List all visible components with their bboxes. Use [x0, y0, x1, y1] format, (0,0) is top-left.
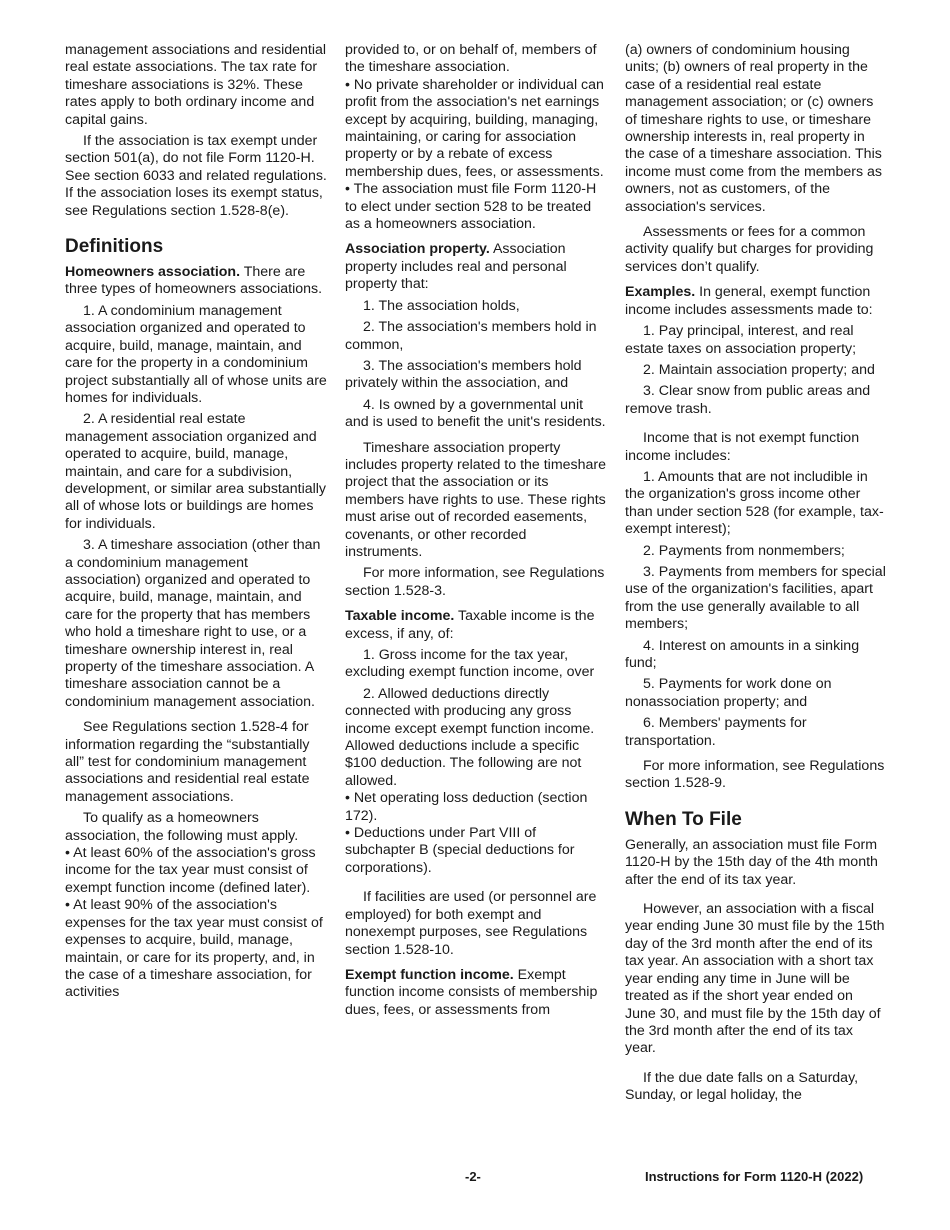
list-item: 1. Gross income for the tax year, excluding exempt function income, over	[345, 647, 595, 681]
paragraph-taxable-income	[345, 608, 607, 643]
column-1	[65, 42, 327, 1002]
paragraph-text: Association property includes real and personal property that:	[345, 241, 567, 293]
paragraph: For more information, see Regulations section 1.528-3.	[345, 565, 605, 599]
list-item: 3. The association's members hold privately within the association, and	[345, 357, 582, 392]
list-item: 2. Maintain association property; and	[643, 361, 875, 378]
bullet-item	[345, 790, 607, 825]
run-in-heading: Examples.	[625, 284, 696, 301]
bullet-icon: •	[345, 825, 350, 842]
paragraph: provided to, or on behalf of, members of the timeshare association.	[345, 42, 597, 76]
paragraph-text: In general, exempt function income includes assessments made to:	[625, 284, 873, 318]
list-item: 1. Amounts that are not includible in the organization's gross income other than under section 528 (for example, tax-exempt interest);	[625, 468, 884, 538]
paragraph: See Regulations section 1.528-4 for information regarding the “substantially all” test for condominium management associations and residential real estate management associations.	[65, 719, 310, 805]
paragraph: Timeshare association property includes property related to the timeshare project that the association or its members have rights to use. These rights must arise out of recorded easements, covenants, or other recorded instruments.	[345, 439, 607, 560]
bullet-item	[345, 77, 607, 181]
bullet-icon: •	[345, 76, 350, 93]
run-in-heading: Association property.	[345, 241, 490, 258]
list-item: 1. Pay principal, interest, and real estate taxes on association property;	[625, 323, 857, 357]
list-item: 5. Payments for work done on nonassociation property; and	[625, 676, 832, 710]
paragraph: If the association is tax exempt under section 501(a), do not file Form 1120-H. See section 6033 and related regulations. If the association loses its exempt status, see Regulations section 1.528-8(e).	[65, 133, 327, 219]
page-number: -2-	[465, 1169, 481, 1184]
paragraph-exempt-function-income	[345, 967, 607, 1019]
list-item: 6. Members' payments for transportation.	[625, 715, 807, 749]
list-item: 3. A timeshare association (other than a condominium management association) organized and operated to acquire, build, manage, maintain, and care for the property that has members who hold a timeshare right to use, or a timeshare ownership interest in, real property of the timeshare association. A timeshare association cannot be a condominium management association.	[65, 537, 321, 710]
run-in-heading: Taxable income.	[345, 608, 455, 625]
paragraph: To qualify as a homeowners association, the following must apply.	[65, 810, 299, 844]
bullet-icon: •	[65, 897, 70, 914]
paragraph-text: Exempt function income consists of membership dues, fees, or assessments from	[345, 966, 598, 1018]
paragraph-association-property	[345, 241, 607, 293]
list-item: 4. Is owned by a governmental unit and is used to benefit the unit's residents.	[345, 396, 606, 431]
bullet-text: Net operating loss deduction (section 172).	[345, 790, 588, 824]
run-in-heading: Homeowners association.	[65, 264, 241, 281]
paragraph: If the due date falls on a Saturday, Sunday, or legal holiday, the	[625, 1069, 859, 1104]
paragraph-examples	[625, 284, 887, 319]
column-2	[345, 42, 607, 1019]
bullet-text: No private shareholder or individual can profit from the association's net earnings except by acquiring, building, managing, maintaining, or caring for association property or by a rebate of excess membership dues, fees, or assessments.	[345, 76, 604, 180]
paragraph-text: There are three types of homeowners associations.	[65, 264, 323, 298]
paragraph-text: Taxable income is the excess, if any, of:	[345, 608, 595, 642]
paragraph-homeowners-association	[65, 264, 327, 299]
section-heading-definitions: Definitions	[65, 236, 164, 258]
bullet-icon: •	[65, 845, 70, 862]
list-item: 2. The association's members hold in common,	[345, 319, 597, 353]
list-item: 1. A condominium management association organized and operated to acquire, build, manage, maintain, and care for the property in a condominium project substantially all of whose units are homes for individuals.	[65, 302, 327, 406]
paragraph: Income that is not exempt function income includes:	[625, 430, 860, 464]
list-item: 2. A residential real estate management association organized and operated to acquire, build, manage, maintain, and care for a subdivision, development, or similar area substantially all of whose lots or buildings are homes for individuals.	[65, 411, 327, 532]
bullet-text: At least 60% of the association's gross income for the tax year must consist of exempt function income (defined later).	[65, 845, 316, 896]
bullet-icon: •	[345, 181, 350, 198]
list-item: 3. Payments from members for special use of the organization's facilities, apart from the use generally available to all members;	[625, 563, 886, 633]
bullet-text: At least 90% of the association's expenses for the tax year must consist of expenses to acquire, build, manage, maintain, or care for its property, and, in the case of a timeshare association, for activities	[65, 897, 323, 1001]
bullet-text: Deductions under Part VIII of subchapter B (special deductions for corporations).	[345, 825, 575, 876]
list-item: 1. The association holds,	[363, 297, 520, 314]
list-item: 4. Interest on amounts in a sinking fund;	[625, 637, 860, 671]
bullet-item	[65, 897, 327, 1001]
paragraph: (a) owners of condominium housing units; (b) owners of real property in the case of a residential real estate management association; or (c) owners of timeshare rights to use, or timeshare ownership interests in, real property in the case of a timeshare association. This income must come from the members as owners, not as customers, of the association's services.	[625, 42, 883, 215]
run-in-heading: Exempt function income.	[345, 966, 514, 983]
bullet-item	[345, 181, 607, 233]
paragraph: However, an association with a fiscal year ending June 30 must file by the 15th day of the 3rd month after the end of its tax year. An association with a short tax year ending any time in June will be treated as if the short year ended on June 30, and must file by the 15th day of the 3rd month after the end of its tax year.	[625, 901, 885, 1057]
bullet-item	[345, 825, 607, 877]
paragraph: Generally, an association must file Form 1120-H by the 15th day of the 4th month after the end of its tax year.	[625, 836, 878, 888]
section-heading-when-to-file: When To File	[625, 808, 742, 830]
paragraph: Assessments or fees for a common activity qualify but charges for providing services don’t qualify.	[625, 224, 874, 275]
paragraph: If facilities are used (or personnel are employed) for both exempt and nonexempt purposes, see Regulations section 1.528-10.	[345, 889, 597, 958]
document-title-footer: Instructions for Form 1120-H (2022)	[645, 1169, 864, 1184]
column-3	[625, 42, 887, 1105]
bullet-text: The association must file Form 1120-H to elect under section 528 to be treated as a homeowners association.	[345, 181, 597, 233]
list-item: 3. Clear snow from public areas and remove trash.	[625, 383, 871, 417]
paragraph: management associations and residential real estate associations. The tax rate for timeshare associations is 32%. These rates apply to both ordinary income and capital gains.	[65, 42, 327, 128]
paragraph: For more information, see Regulations section 1.528-9.	[625, 758, 885, 792]
list-item: 2. Allowed deductions directly connected with producing any gross income except exempt function income. Allowed deductions include a specific $100 deduction. The following are not allowed.	[345, 685, 595, 789]
bullet-item	[65, 845, 327, 897]
bullet-icon: •	[345, 790, 350, 807]
list-item: 2. Payments from nonmembers;	[643, 542, 845, 559]
